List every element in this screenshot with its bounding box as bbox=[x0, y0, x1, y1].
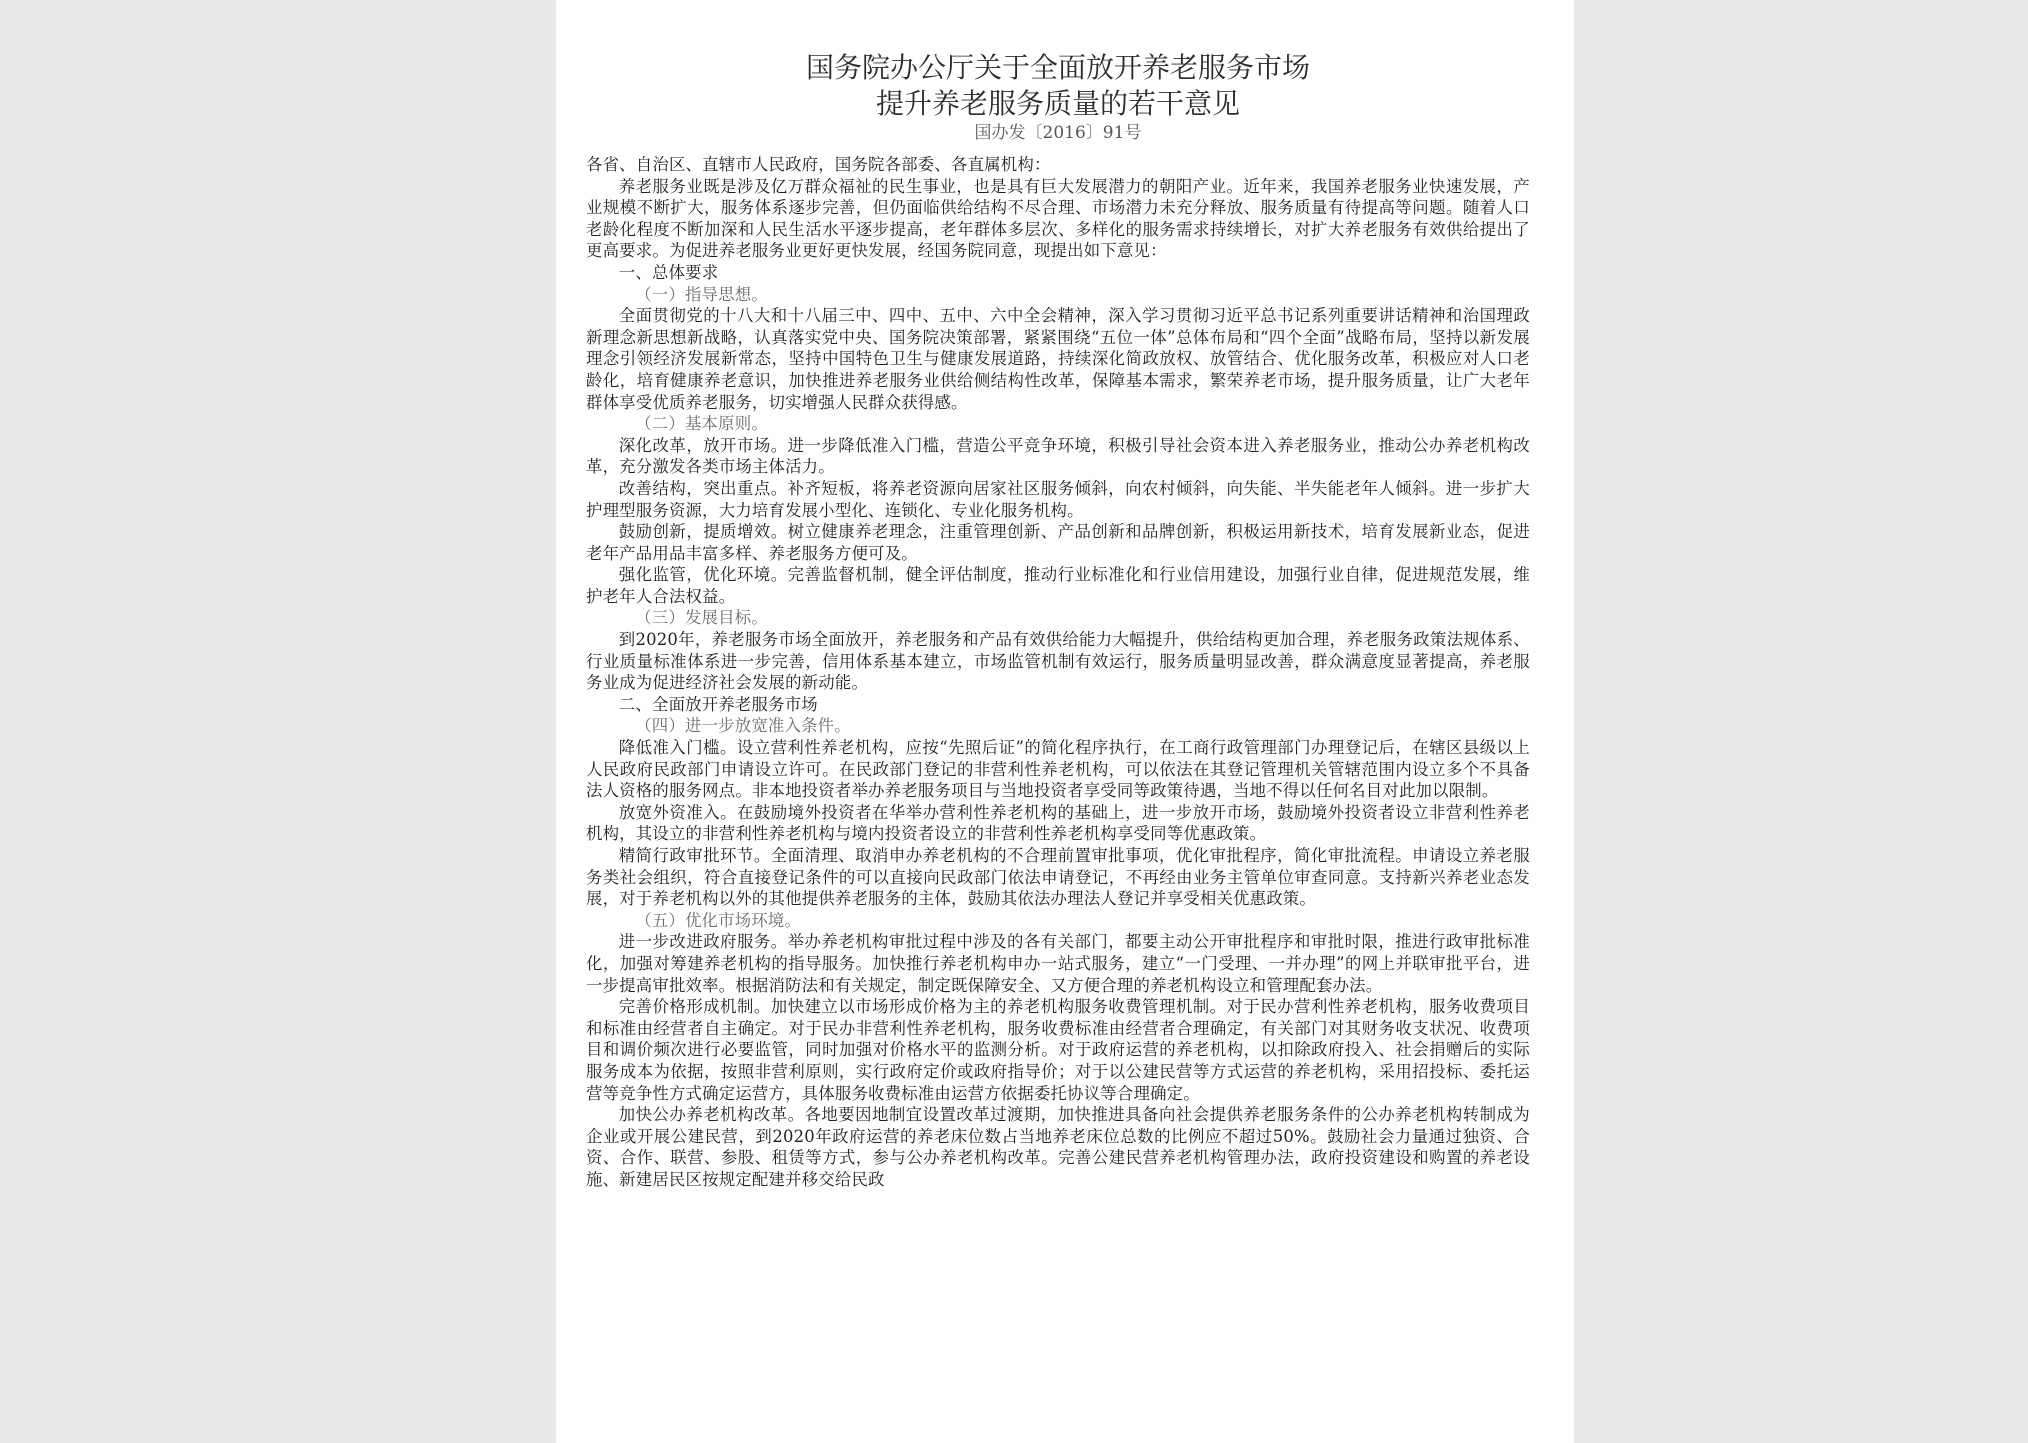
paragraph: 精简行政审批环节。全面清理、取消申办养老机构的不合理前置审批事项，优化审批程序，简化审批流程。申请设立养老服务类社会组织，符合直接登记条件的可以直接向民政部门依法申请登记，不再经由业务主管单位审查同意。支持新兴养老业态发展，对于养老机构以外的其他提供养老服务的主体，鼓励其依法办理法人登记并享受相关优惠政策。 bbox=[586, 846, 1530, 909]
subsection-heading: （四）进一步放宽准入条件。 bbox=[635, 716, 851, 736]
paragraph: 完善价格形成机制。加快建立以市场形成价格为主的养老机构服务收费管理机制。对于民办营利性养老机构，服务收费项目和标准由经营者自主确定。对于民办非营利性养老机构，服务收费标准由经营者合理确定，有关部门对其财务收支状况、收费项目和调价频次进行必要监管，同时加强对价格水平的监测分析。对于政府运营的养老机构，以扣除政府投入、社会捐赠后的实际服务成本为依据，按照非营利原则，实行政府定价或政府指导价；对于以公建民营等方式运营的养老机构，采用招投标、委托运营等竞争性方式确定运营方，具体服务收费标准由运营方依据委托协议等合理确定。 bbox=[586, 997, 1530, 1103]
document-body bbox=[586, 154, 1530, 1191]
section-heading: 二、全面放开养老服务市场 bbox=[618, 694, 818, 714]
paragraph: 强化监管，优化环境。完善监督机制，健全评估制度，推动行业标准化和行业信用建设，加强行业自律，促进规范发展，维护老年人合法权益。 bbox=[586, 565, 1530, 606]
title-line-1: 国务院办公厅关于全面放开养老服务市场 bbox=[805, 51, 1310, 84]
paragraph: 鼓励创新，提质增效。树立健康养老理念，注重管理创新、产品创新和品牌创新，积极运用新技术，培育发展新业态，促进老年产品用品丰富多样、养老服务方便可及。 bbox=[586, 522, 1530, 563]
paragraph: 养老服务业既是涉及亿万群众福祉的民生事业，也是具有巨大发展潜力的朝阳产业。近年来，我国养老服务业快速发展，产业规模不断扩大，服务体系逐步完善，但仍面临供给结构不尽合理、市场潜力未充分释放、服务质量有待提高等问题。随着人口老龄化程度不断加深和人民生活水平逐步提高，老年群体多层次、多样化的服务需求持续增长，对扩大养老服务有效供给提出了更高要求。为促进养老服务业更好更快发展，经国务院同意，现提出如下意见： bbox=[586, 176, 1530, 261]
subsection-heading: （二）基本原则。 bbox=[635, 414, 768, 434]
paragraph: 进一步改进政府服务。举办养老机构审批过程中涉及的各有关部门，都要主动公开审批程序和审批时限，推进行政审批标准化，加强对筹建养老机构的指导服务。加快推行养老机构申办一站式服务，建立“一门受理、一并办理”的网上并联审批平台，进一步提高审批效率。根据消防法和有关规定，制定既保障安全、又方便合理的养老机构设立和管理配套办法。 bbox=[586, 932, 1530, 995]
subsection-heading: （五）优化市场环境。 bbox=[635, 910, 802, 930]
subsection-heading: （一）指导思想。 bbox=[635, 284, 768, 304]
document-page bbox=[556, 0, 1574, 1443]
subsection-heading: （三）发展目标。 bbox=[635, 608, 768, 628]
paragraph: 深化改革，放开市场。进一步降低准入门槛，营造公平竞争环境，积极引导社会资本进入养老服务业，推动公办养老机构改革，充分激发各类市场主体活力。 bbox=[586, 435, 1530, 477]
paragraph: 放宽外资准入。在鼓励境外投资者在华举办营利性养老机构的基础上，进一步放开市场，鼓励境外投资者设立非营利性养老机构，其设立的非营利性养老机构与境内投资者设立的非营利性养老机构享受同等优惠政策。 bbox=[586, 802, 1530, 844]
document-number: 国办发〔2016〕91号 bbox=[974, 123, 1142, 143]
title-line-2: 提升养老服务质量的若干意见 bbox=[875, 87, 1240, 120]
paragraph: 加快公办养老机构改革。各地要因地制宜设置改革过渡期，加快推进具备向社会提供养老服务条件的公办养老机构转制成为企业或开展公建民营，到2020年政府运营的养老床位数占当地养老床位总数的比例应不超过50%。鼓励社会力量通过独资、合资、合作、联营、参股、租赁等方式，参与公办养老机构改革。完善公建民营养老机构管理办法，政府投资建设和购置的养老设施、新建居民区按规定配建并移交给民政 bbox=[586, 1105, 1530, 1189]
salutation: 各省、自治区、直辖市人民政府，国务院各部委、各直属机构： bbox=[586, 155, 1051, 174]
section-heading: 一、总体要求 bbox=[618, 262, 719, 282]
paragraph: 改善结构，突出重点。补齐短板，将养老资源向居家社区服务倾斜，向农村倾斜，向失能、半失能老年人倾斜。进一步扩大护理型服务资源，大力培育发展小型化、连锁化、专业化服务机构。 bbox=[586, 478, 1530, 520]
paragraph: 到2020年，养老服务市场全面放开，养老服务和产品有效供给能力大幅提升，供给结构更加合理，养老服务政策法规体系、行业质量标准体系进一步完善，信用体系基本建立，市场监管机制有效运行，服务质量明显改善，群众满意度显著提高，养老服务业成为促进经济社会发展的新动能。 bbox=[586, 630, 1530, 693]
document-title bbox=[586, 50, 1530, 122]
paragraph: 全面贯彻党的十八大和十八届三中、四中、五中、六中全会精神，深入学习贯彻习近平总书记系列重要讲话精神和治国理政新理念新思想新战略，认真落实党中央、国务院决策部署，紧紧围绕“五位一体”总体布局和“四个全面”战略布局，坚持以新发展理念引领经济发展新常态，坚持中国特色卫生与健康发展道路，持续深化简政放权、放管结合、优化服务改革，积极应对人口老龄化，培育健康养老意识，加快推进养老服务业供给侧结构性改革，保障基本需求，繁荣养老市场，提升服务质量，让广大老年群体享受优质养老服务，切实增强人民群众获得感。 bbox=[586, 306, 1530, 412]
paragraph: 降低准入门槛。设立营利性养老机构，应按“先照后证”的简化程序执行，在工商行政管理部门办理登记后，在辖区县级以上人民政府民政部门申请设立许可。在民政部门登记的非营利性养老机构，可以依法在其登记管理机关管辖范围内设立多个不具备法人资格的服务网点。非本地投资者举办养老服务项目与当地投资者享受同等政策待遇，当地不得以任何名目对此加以限制。 bbox=[586, 738, 1530, 801]
